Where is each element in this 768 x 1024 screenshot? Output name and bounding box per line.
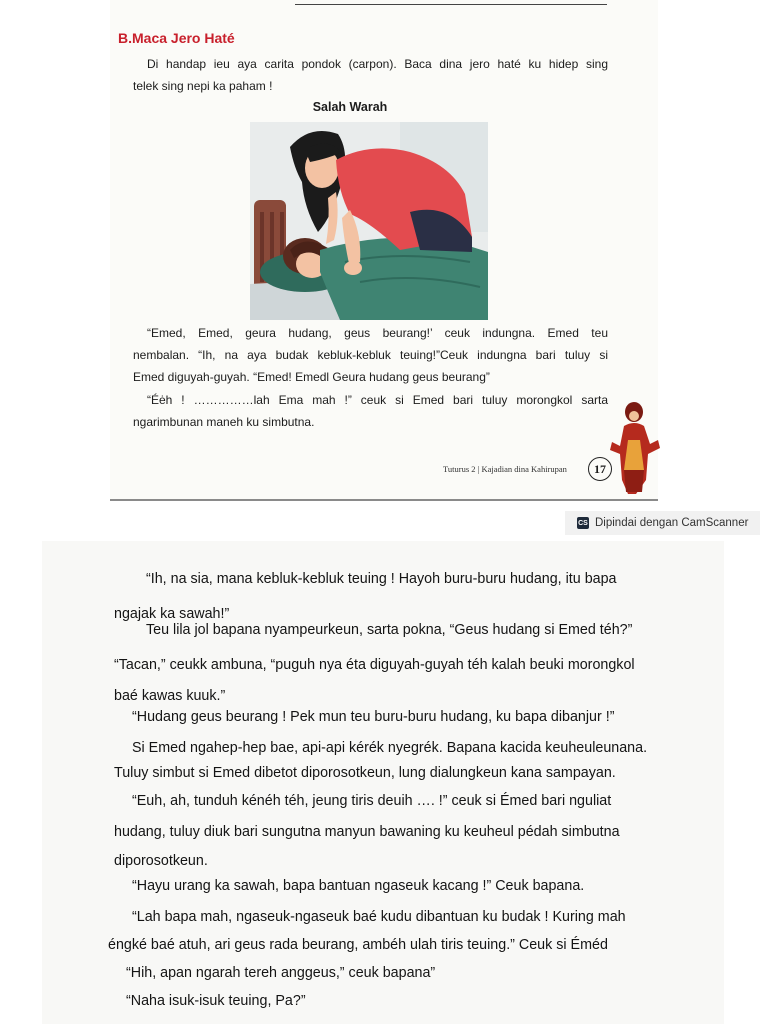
story-line: “Euh, ah, tunduh kénéh téh, jeung tiris deuih …. !” ceuk si Émed bari nguliat [132,793,612,809]
story-line: Teu lila jol bapana nyampeurkeun, sarta pokna, “Geus hudang si Emed téh?” [146,622,633,638]
camscanner-logo-icon: CS [577,517,589,529]
story-title: Salah Warah [312,100,388,114]
story-line: “Emed, Emed, geura hudang, geus beurang!’ ceuk indungna. Emed teu [147,326,608,340]
instruction-line: telek sing nepi ka paham ! [133,79,273,93]
story-line: hudang, tuluy diuk bari sungutna manyun bawaning ku keuheul pédah simbutna [114,824,620,840]
story-line: “Ih, na sia, mana kebluk-kebluk teuing ! Hayoh buru-buru hudang, itu bapa [146,571,617,587]
story-line: “Tacan,” ceukk ambuna, “puguh nya éta diguyah-guyah téh kalah beuki morongkol [114,657,635,673]
story-line: Tuluy simbut si Emed dibetot diporosotkeun, lung dialungkeun kana sampayan. [114,765,616,781]
story-line: “Hudang geus beurang ! Pek mun teu buru-buru hudang, ku bapa dibanjur !” [132,709,615,725]
camscanner-text: Dipindai dengan CamScanner [595,517,749,529]
story-line: “Naha isuk-isuk teuing, Pa?” [126,993,306,1009]
story-line: ngarimbunan maneh ku simbutna. [133,415,315,429]
story-line: Emed diguyah-guyah. “Emed! Emedl Geura hudang geus beurang” [133,370,490,384]
story-line: baé kawas kuuk.” [114,688,226,704]
answer-line [295,4,607,5]
story-line: nembalan. “Ih, na aya budak kebluk-kebluk teuing!”Ceuk indungna bari tuluy si [133,348,608,362]
story-line: “Lah bapa mah, ngaseuk-ngaseuk baé kudu dibantuan ku budak ! Kuring mah [132,909,626,925]
story-line: “Éėh ! ……………lah Ema mah !” ceuk si Emed bari tuluy morongkol sarta [147,393,608,407]
story-line: ngajak ka sawah!” [114,606,230,622]
section-heading: B.Maca Jero Haté [118,30,235,46]
instruction-line: Di handap ieu aya carita pondok (carpon). Baca dina jero haté ku hidep sing [147,57,608,71]
mother-waking-child-illustration [250,122,488,320]
story-line: Si Emed ngahep-hep bae, api-api kérék nyegrék. Bapana kacida keuheuleunana. [132,740,648,756]
story-line: “Hayu urang ka sawah, bapa bantuan ngaseuk kacang !” Ceuk bapana. [132,878,585,894]
dancer-icon [606,400,662,496]
camscanner-banner [565,511,760,535]
story-line: diporosotkeun. [114,853,208,869]
story-line: “Hih, apan ngarah tereh anggeus,” ceuk bapana” [126,965,436,981]
page-divider [110,499,658,501]
story-line: éngké baé atuh, ari geus rada beurang, ambéh ulah tiris teuing.” Ceuk si Éméd [108,937,608,953]
page-footer: Tuturus 2 | Kajadian dina Kahirupan [443,464,567,474]
page-number: 17 [588,457,612,481]
